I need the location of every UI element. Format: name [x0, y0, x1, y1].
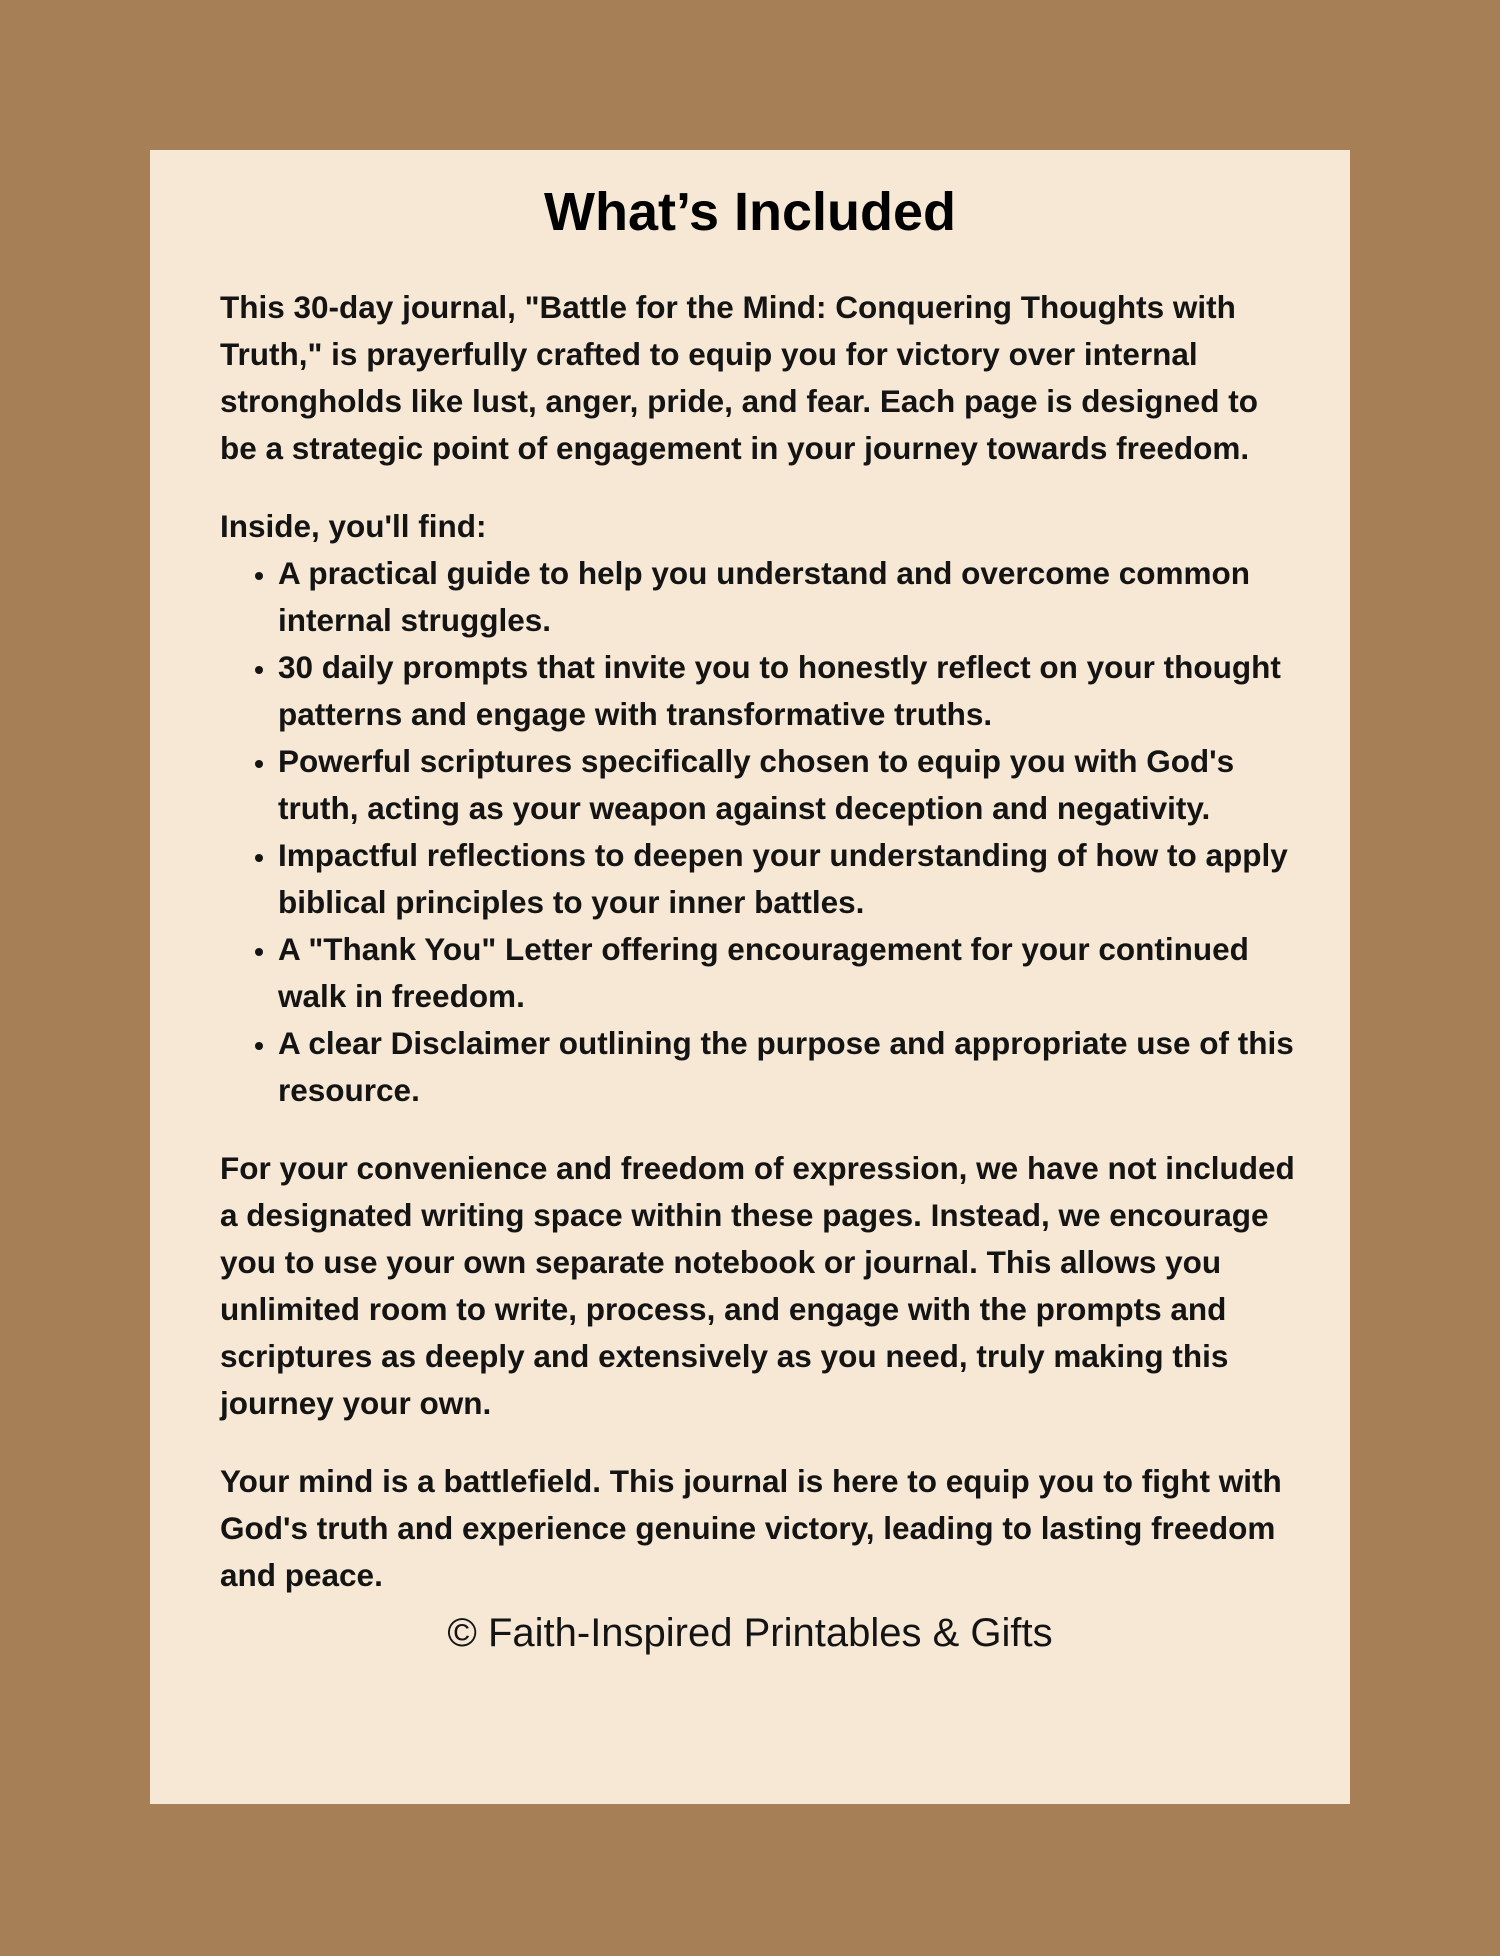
list-item: • Impactful reflections to deepen your understanding of how to apply biblical principles to your inner battles. [278, 832, 1300, 926]
closing-paragraph: Your mind is a battlefield. This journal is here to equip you to fight with God's truth and experience genuine victory, leading to lasting freedom and peace. [220, 1463, 1282, 1593]
list-item: • A practical guide to help you understand and overcome common internal struggles. [278, 550, 1300, 644]
page-title: What’s Included [543, 182, 956, 242]
list-item: • Powerful scriptures specifically chosen to equip you with God's truth, acting as your weapon against deception and negativity. [278, 738, 1300, 832]
intro-paragraph: This 30-day journal, "Battle for the Mind: Conquering Thoughts with Truth," is prayerfully crafted to equip you for victory over internal strongholds like lust, anger, pride, and fear. Each page is designed to be a strategic point of engagement in your journey towards freedom. [220, 289, 1258, 466]
list-item: • 30 daily prompts that invite you to honestly reflect on your thought patterns and engage with transformative truths. [278, 644, 1300, 738]
list-intro: Inside, you'll find: [220, 508, 487, 544]
list-item: • A clear Disclaimer outlining the purpose and appropriate use of this resource. [278, 1020, 1300, 1114]
content-card [150, 150, 1350, 1804]
included-list [220, 550, 1300, 1114]
copyright-footer: © Faith-Inspired Printables & Gifts [447, 1611, 1053, 1655]
convenience-paragraph: For your convenience and freedom of expression, we have not included a designated writing space within these pages. Instead, we encourage you to use your own separate notebook or journal. This allows you unlimited room to write, process, and engage with the prompts and scriptures as deeply and extensively as you need, truly making this journey your own. [220, 1150, 1295, 1421]
list-item: • A "Thank You" Letter offering encouragement for your continued walk in freedom. [278, 926, 1300, 1020]
